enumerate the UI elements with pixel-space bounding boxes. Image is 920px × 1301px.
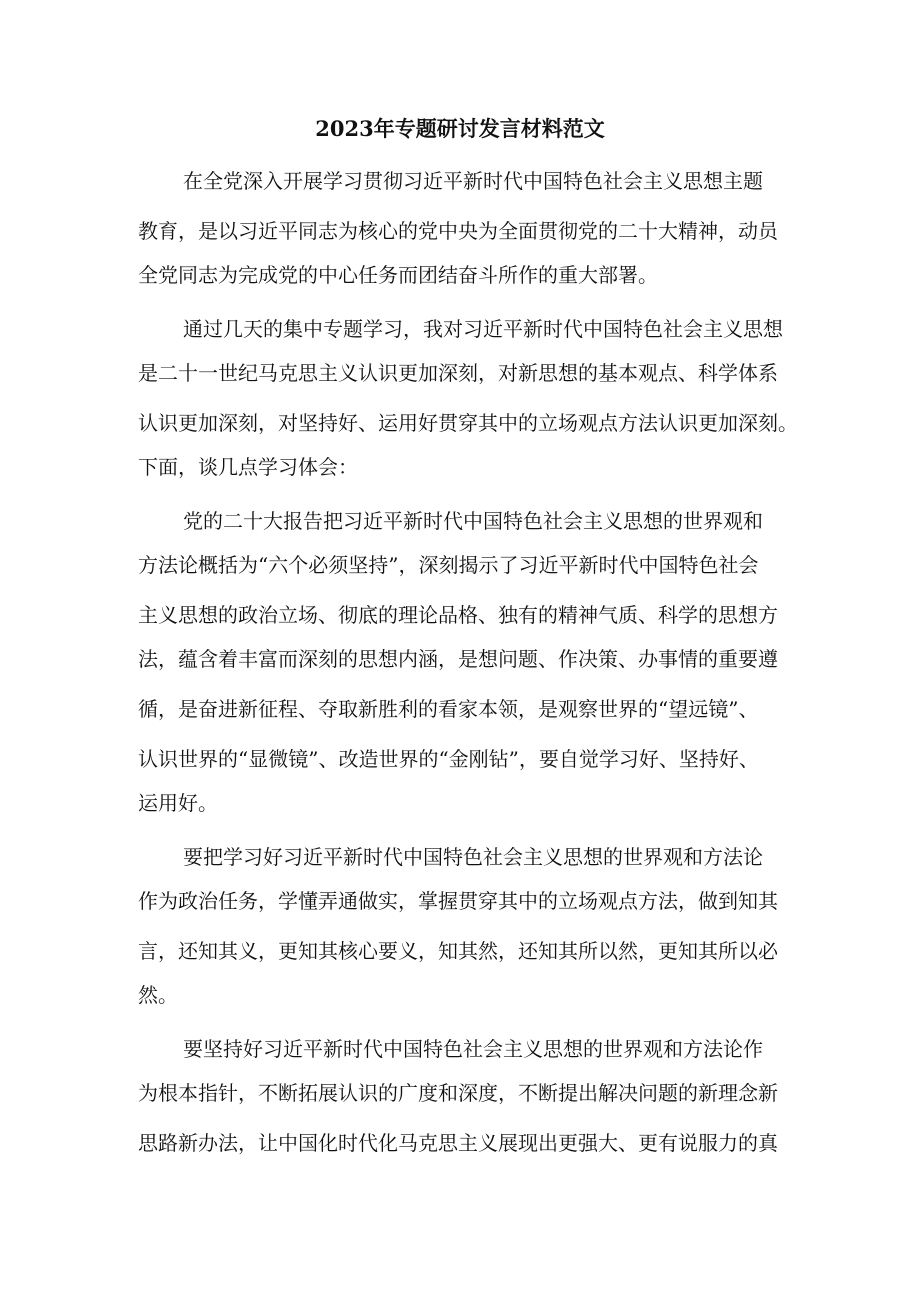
paragraph-3-line-4: 法，蕴含着丰富而深刻的思想内涵，是想问题、作决策、办事情的重要遵 [138,647,778,671]
paragraph-5-line-2: 为根本指针，不断拓展认识的广度和深度，不断提出解决问题的新理念新 [138,1081,778,1105]
document-title: 2023年专题研讨发言材料范文 [315,116,605,141]
paragraph-4-line-3: 言，还知其义，更知其核心要义，知其然，还知其所以然，更知其所以必 [138,939,778,963]
paragraph-3-line-5: 循，是奋进新征程、夺取新胜利的看家本领，是观察世界的“望远镜”、 [138,697,759,721]
paragraph-2-line-1: 通过几天的集中专题学习，我对习近平新时代中国特色社会主义思想 [183,317,783,341]
paragraph-5-line-1: 要坚持好习近平新时代中国特色社会主义思想的世界观和方法论作 [183,1037,763,1061]
paragraph-1-line-1: 在全党深入开展学习贯彻习近平新时代中国特色社会主义思想主题 [183,169,763,193]
paragraph-3-line-2: 方法论概括为“六个必须坚持”，深刻揭示了习近平新时代中国特色社会 [138,553,759,577]
paragraph-4-line-4: 然。 [138,983,178,1007]
paragraph-1-line-2: 教育，是以习近平同志为核心的党中央为全面贯彻党的二十大精神，动员 [138,219,778,243]
paragraph-5-line-3: 思路新办法，让中国化时代化马克思主义展现出更强大、更有说服力的真 [138,1131,778,1155]
paragraph-3-line-6: 认识世界的“显微镜”、改造世界的“金刚钻”，要自觉学习好、坚持好、 [138,747,759,771]
paragraph-2-line-4: 下面，谈几点学习体会： [138,455,358,479]
paragraph-4-line-2: 作为政治任务，学懂弄通做实，掌握贯穿其中的立场观点方法，做到知其 [138,889,778,913]
paragraph-2-line-3: 认识更加深刻，对坚持好、运用好贯穿其中的立场观点方法认识更加深刻。 [138,411,798,435]
paragraph-3-line-7: 运用好。 [138,791,218,815]
paragraph-3-line-1: 党的二十大报告把习近平新时代中国特色社会主义思想的世界观和 [183,509,763,533]
paragraph-2-line-2: 是二十一世纪马克思主义认识更加深刻，对新思想的基本观点、科学体系 [138,361,778,385]
paragraph-4-line-1: 要把学习好习近平新时代中国特色社会主义思想的世界观和方法论 [183,845,763,869]
paragraph-3-line-3: 主义思想的政治立场、彻底的理论品格、独有的精神气质、科学的思想方 [138,603,778,627]
paragraph-1-line-3: 全党同志为完成党的中心任务而团结奋斗所作的重大部署。 [138,263,658,287]
